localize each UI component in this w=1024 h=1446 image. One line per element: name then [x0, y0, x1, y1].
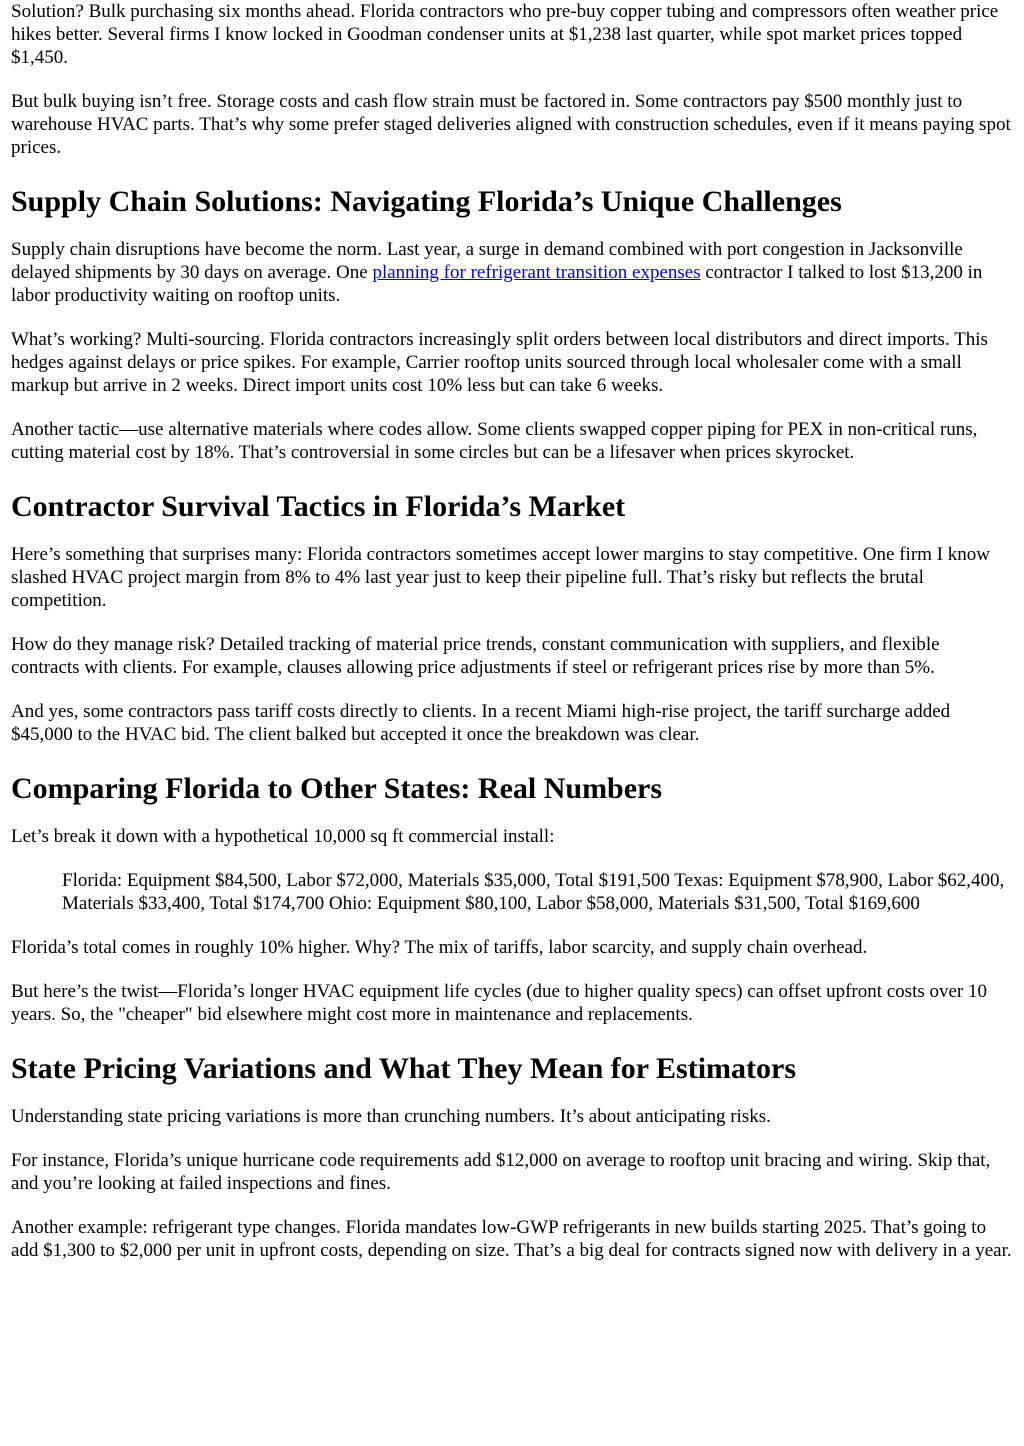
paragraph-florida-higher: Florida’s total comes in roughly 10% higher. Why? The mix of tariffs, labor scarcity, and supply chain overhead. [11, 937, 868, 958]
paragraph-bulk-purchasing: Solution? Bulk purchasing six months ahead. Florida contractors who pre-buy copper tubing and compressors often weather price hikes better. Several firms I know locked in Goodman condenser units at $1,238 last quarter, while spot market prices topped $1,450. [11, 1, 999, 68]
paragraph-life-cycles: But here’s the twist—Florida’s longer HVAC equipment life cycles (due to higher quality specs) can offset upfront costs over 10 years. So, the "cheaper" bid elsewhere might cost more in maintenance and replacements. [11, 981, 988, 1025]
paragraph-manage-risk: How do they manage risk? Detailed tracking of material price trends, constant communication with suppliers, and flexible contracts with clients. For example, clauses allowing price adjustments if steel or refrigerant prices rise by more than 5%. [11, 634, 940, 678]
paragraph-anticipating-risks: Understanding state pricing variations is more than crunching numbers. It’s about anticipating risks. [11, 1106, 771, 1127]
paragraph-alternative-materials: Another tactic—use alternative materials where codes allow. Some clients swapped copper piping for PEX in non-critical runs, cutting material cost by 18%. That’s controversial in some circles but can be a lifesaver when prices skyrocket. [11, 419, 978, 463]
paragraph-text: contractor I talked to lost $13,200 in labor productivity waiting on rooftop units. [11, 262, 983, 306]
heading-comparing-states: Comparing Florida to Other States: Real Numbers [11, 772, 663, 805]
paragraph-break-it-down: Let’s break it down with a hypothetical 10,000 sq ft commercial install: [11, 826, 555, 847]
paragraph-hurricane-code: For instance, Florida’s unique hurricane code requirements add $12,000 on average to rooftop unit bracing and wiring. Skip that, and you’re looking at failed inspections and fines. [11, 1150, 991, 1194]
paragraph-refrigerant-changes: Another example: refrigerant type changes. Florida mandates low-GWP refrigerants in new builds starting 2025. That’s going to add $1,300 to $2,000 per unit in upfront costs, depending on size. That’s a big deal for contracts signed now with delivery in a year. [11, 1217, 1012, 1261]
refrigerant-transition-link[interactable]: planning for refrigerant transition expenses [372, 262, 701, 283]
paragraph-multi-sourcing: What’s working? Multi-sourcing. Florida contractors increasingly split orders between local distributors and direct imports. This hedges against delays or price spikes. For example, Carrier rooftop units sourced through local wholesaler come with a small markup but arrive in 2 weeks. Direct import units cost 10% less but can take 6 weeks. [11, 329, 988, 396]
paragraph-text: Supply chain disruptions have become the norm. Last year, a surge in demand combined with port congestion in Jacksonville delayed shipments by 30 days on average. One [11, 239, 963, 283]
paragraph-bulk-buying-costs: But bulk buying isn’t free. Storage costs and cash flow strain must be factored in. Some contractors pay $500 monthly just to warehouse HVAC parts. That’s why some prefer staged deliveries aligned with construction schedules, even if it means paying spot prices. [11, 91, 1011, 158]
heading-supply-chain: Supply Chain Solutions: Navigating Florida’s Unique Challenges [11, 185, 842, 218]
paragraph-tariff-costs: And yes, some contractors pass tariff costs directly to clients. In a recent Miami high-rise project, the tariff surcharge added $45,000 to the HVAC bid. The client balked but accepted it once the breakdown was clear. [11, 701, 951, 745]
paragraph-supply-disruptions [11, 238, 1012, 307]
cost-comparison-quote: Florida: Equipment $84,500, Labor $72,000, Materials $35,000, Total $191,500 Texas: Equipment $78,900, Labor $62,400, Materials $33,400, Total $174,700 Ohio: Equipment $80,100, Labor $58,000, Materials $31,500, Total $169,600 [62, 870, 1005, 914]
heading-state-pricing: State Pricing Variations and What They Mean for Estimators [11, 1052, 797, 1085]
heading-survival-tactics: Contractor Survival Tactics in Florida’s Market [11, 490, 626, 523]
paragraph-lower-margins: Here’s something that surprises many: Florida contractors sometimes accept lower margins to stay competitive. One firm I know slashed HVAC project margin from 8% to 4% last year just to keep their pipeline full. That’s risky but reflects the brutal competition. [11, 544, 990, 611]
